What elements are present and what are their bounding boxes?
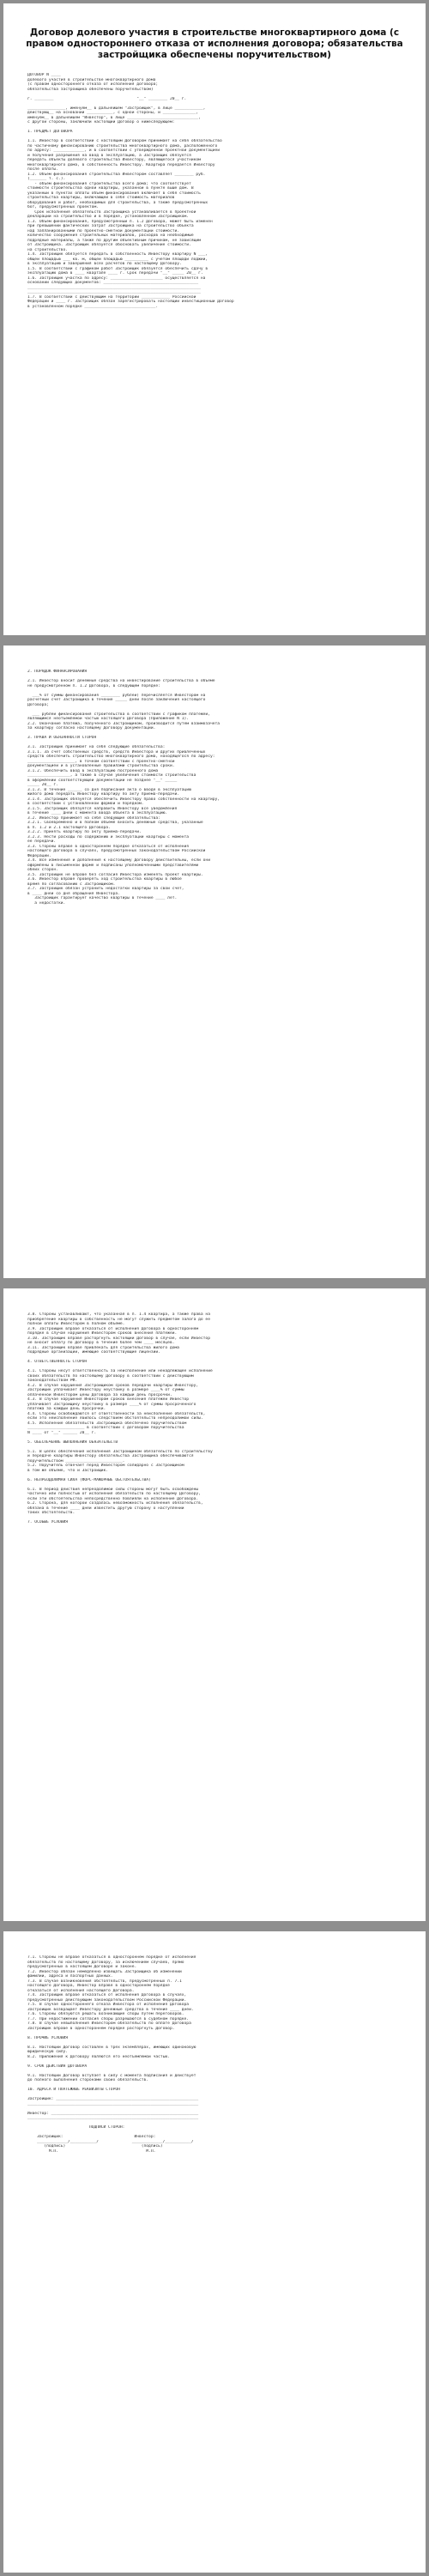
text-line: 6.1. В период действия непреодолимой силы стороны могут быть освобождены <box>27 1487 199 1492</box>
text-line: документацией и в установленные правилами строительства сроки. <box>27 764 175 768</box>
text-line: ___ рублей финансирования строительства в соответствии с графиком платежей, <box>27 712 210 717</box>
text-line: _________________________________________________________________________ <box>27 285 201 290</box>
text-line: по частичному финансированию строительства многоквартирного дома, расположенного <box>27 143 218 148</box>
text-line: оформлены в письменной форме и подписаны уполномоченными представителями <box>27 863 199 868</box>
text-line: ___% от суммы финансирования ________ рублей) перечисляется Инвестором на <box>27 693 206 698</box>
text-line: ________________________________________________________________________ <box>27 2101 199 2106</box>
text-line: при превышении фактических затрат Застройщика на строительство объекта <box>27 224 194 228</box>
text-line: 8. ПРОЧИЕ УСЛОВИЯ <box>27 2035 69 2040</box>
text-line: 3.1.4. Застройщик обязуется обеспечить Инвестору право собственности на квартиру, <box>27 797 221 802</box>
text-line: 3.2.2. Принять квартиру по акту приема-передачи. <box>27 830 142 834</box>
text-line: ДОГОВОР N ____ <box>27 73 61 77</box>
page-body <box>3 646 426 906</box>
text-line: 3.1.1. За счет собственных средств, средств Инвестора и других привлеченных <box>27 749 206 755</box>
text-line: поручительством ________________________. <box>27 1458 125 1464</box>
text-line: оплаченной Инвестором цены Договора за каждый день просрочки. <box>27 1392 172 1397</box>
text-line: за квартиру согласно настоящему Договору документации. <box>27 726 156 730</box>
text-line: 7. ОСОБЫЕ УСЛОВИЯ <box>27 1520 69 1524</box>
text-line: настоящего Договора в случаях, предусмотренных законодательством Российской <box>27 849 206 853</box>
text-line: если это неисполнение явилось следствием обстоятельств непреодолимой силы. <box>27 1416 203 1421</box>
text-line: жилого дома передать Инвестору квартиру по акту приема-передачи. <box>27 792 180 797</box>
text-line: расчетный счет Застройщика в течение _____ дней после заключения настоящего <box>27 698 206 702</box>
text-line: долевого участия в строительстве многоквартирного дома <box>27 77 156 82</box>
text-line: настоящего Договора, Инвестор вправе в одностороннем порядке <box>27 1984 170 1988</box>
text-line: передать объекты долевого строительства Инвестору, являющегося участником <box>27 158 201 162</box>
text-line: 3.1.5. Застройщик обязуется направить Инвестору все уведомления <box>27 806 178 811</box>
text-line: 6. НЕПРЕОДОЛИМАЯ СИЛА (ФОРС-МАЖОРНЫЕ ОБСТОЯТЕЛЬСТВА) <box>27 1477 151 1482</box>
text-line: общей площадью ___ кв. м, общей площадью __________ с учетом площади лоджий, <box>27 257 208 262</box>
text-line: не предусмотренном п. 1.2 Договора, в следующем порядке: <box>27 683 160 688</box>
text-line: 7.2. Инвестор обязан немедленно извещать Застройщика об изменении <box>27 1969 182 1974</box>
text-line: 3.2.3. Нести расходы по содержанию и эксплуатации квартиры с момента <box>27 834 190 839</box>
text-line: и передаче квартиры Инвестору обязательства Застройщика обеспечиваются <box>27 1454 194 1458</box>
page-body <box>3 1288 426 1525</box>
text-line: (подпись) (подпись) <box>27 2144 163 2149</box>
text-line: 1.7. В соответствии с действующим на территории ____________ Российской <box>27 294 196 300</box>
text-line: 5. ОБЕСПЕЧЕНИЕ ВЫПОЛНЕНИЯ ОБЯЗАТЕЛЬСТВ <box>27 1440 118 1445</box>
text-line: ПОДПИСИ СТОРОН: <box>27 2125 125 2130</box>
text-line: 3.6. Инвестор вправе проверять ход строительства квартиры в любое <box>27 877 182 882</box>
text-line: являющимся неотъемлемой частью настоящего Договора (Приложение N 1). <box>27 717 190 721</box>
text-line: 1.5. В соответствии с графиком работ Застройщик обязуется обеспечить сдачу в <box>27 266 208 271</box>
text-line: предусмотренных в настоящем Договоре и законе. <box>27 1965 137 1969</box>
text-line: Федерации. <box>27 853 51 858</box>
page-body <box>3 1931 426 2154</box>
text-line: обеих сторон. <box>27 868 58 872</box>
text-line: 1.1. Инвестор в соответствии с настоящим Договором принимает на себя обязательство <box>27 139 222 143</box>
text-line: М.П. М.П. <box>27 2149 156 2154</box>
text-line: 3.9. Застройщик вправе отказаться от исполнения Договора в одностороннем <box>27 1326 199 1331</box>
text-line: основании следующих документов: ________________________________________ <box>27 281 199 285</box>
text-line: после оплаты. <box>27 167 58 172</box>
text-line: 3.3. Стороны вправе в одностороннем порядке отказаться от исполнения <box>27 844 190 849</box>
text-line: 7.6. Стороны обязуются решать возникающие споры путем переговоров. <box>27 2012 184 2016</box>
text-line: а недостатки. <box>27 900 66 906</box>
text-line: многоквартирного дома, в собственность Инвестору. Квартира передается Инвестору <box>27 162 215 167</box>
text-line: Застройщик гарантирует качество квартиры в течение ____ лет. <box>27 896 178 900</box>
text-line: не вносит оплату по Договору в течение более чем ____ месяцев. <box>27 1341 175 1345</box>
text-line: законодательством РФ. <box>27 1379 78 1383</box>
text-line: 3.1. Застройщик принимает на себя следующие обязательства: <box>27 745 166 749</box>
text-line: предусмотренных действующим законодательством Российской Федерации. <box>27 1997 187 2003</box>
text-line: от Застройщика. Застройщик обязуется обосновать увеличение стоимости. <box>27 243 191 247</box>
text-line: Договора; <box>27 702 49 707</box>
text-line: на строительство. <box>27 247 69 252</box>
text-line: _____________/___________/ _____________/___________/ <box>27 2139 194 2144</box>
text-line: 8.2. Приложения к Договору являются его неотъемлемой частью. <box>27 2054 170 2059</box>
text-line: 7.5. В случае одностороннего отказа Инвестора от исполнения Договора <box>27 2003 190 2007</box>
text-line: 4.4. Стороны освобождаются от ответственности за неисполнение обязательств, <box>27 1411 206 1416</box>
document-page-2 <box>3 646 426 1278</box>
document-title: Договор долевого участия в строительстве многоквартирного дома (с правом одностороннего отказа от исполнения договора; обязательства застройщика обеспечены поручительством) <box>26 27 403 60</box>
text-line: частично или полностью от исполнения обязательств по настоящему Договору, <box>27 1492 201 1496</box>
text-line: средств обеспечить строительство многоквартирного дома, находящегося по адресу: <box>27 755 215 759</box>
document-page-4 <box>3 1931 426 2573</box>
text-line: 4.5. Исполнение обязательств Застройщика обеспечено поручительством <box>27 1421 187 1426</box>
text-line: N ____ от "__" ______ 20__ г. <box>27 1430 97 1435</box>
text-line: 5.2. Поручитель отвечает перед Инвестором солидарно с Застройщиком <box>27 1464 184 1468</box>
text-line: 3.10. Застройщик вправе расторгнуть настоящий Договор в случае, если Инвестор <box>27 1336 210 1341</box>
text-line: 2.2. Окончание платежа, полученного Застройщиком, производится путем взаимозачета <box>27 721 221 726</box>
text-line: 2. ПОРЯДОК ФИНАНСИРОВАНИЯ <box>27 670 88 674</box>
text-line: - объем финансирования строительства всего дома; что соответствует <box>27 181 191 186</box>
text-line: в эксплуатацию и завершения всех расчетов по настоящему Договору. <box>27 262 182 266</box>
text-line: в п. 1.2 и 2.1 настоящего Договора. <box>27 825 111 830</box>
text-line: 7.8. В случае невыполнения Инвестором обязательств по оплате Договора <box>27 2021 191 2026</box>
text-line: Федерации и ____ г. Застройщик обязан зарегистрировать настоящий инвестиционный Договор <box>27 300 234 304</box>
text-line: 3. ПРАВА И ОБЯЗАННОСТИ СТОРОН <box>27 736 97 740</box>
text-line: 1.4. Застройщик обязуется передать в собственность Инвестору квартиру N ___, <box>27 252 208 257</box>
text-line: ________________, именуем__ в дальнейшем "Застройщик", в лице ____________, <box>27 106 206 111</box>
text-line: _____ 20__ г. <box>27 783 58 787</box>
text-line: до полного выполнения сторонами своих обязательств. <box>27 2078 149 2082</box>
text-line: 3.11. Застройщик вправе привлекать для строительства жилого дома <box>27 1345 180 1350</box>
text-line: декларации на строительство и в порядке, установленном Застройщиком. <box>27 215 190 219</box>
text-line: 10. АДРЕСА И ПЛАТЕЖНЫЕ РЕКВИЗИТЫ СТОРОН <box>27 2088 120 2092</box>
text-line: строительства квартиры, включающей в себя стоимость материалов <box>27 196 175 200</box>
text-line: таких обстоятельств. <box>27 1511 76 1515</box>
text-line: 6.2. Сторона, для которой создалась невозможность исполнения обязательств, <box>27 1501 203 1506</box>
text-line: платежа за каждый день просрочки. <box>27 1407 106 1411</box>
text-line: 3.8. Стороны устанавливают, что указанная в п. 1.4 квартира, а также права на <box>27 1312 210 1317</box>
text-line: 3.1.2. Обеспечить ввод в эксплуатацию построенного дома <box>27 768 159 773</box>
text-line: 3.5. Застройщик не вправе без согласия Инвестора изменять проект квартиры. <box>27 872 203 877</box>
text-line: своих обязательств по настоящему Договору в соответствии с действующим <box>27 1373 194 1379</box>
text-line: бот, предусмотренных проектом. <box>27 205 99 209</box>
text-line: 3.2.1. Своевременно и в полном объеме вносить денежные средства, указанные <box>27 821 203 825</box>
text-line: приобретение квартиры в собственность не могут служить предметом залога до ее <box>27 1317 210 1322</box>
text-line: 3.1.3. В течение ______ со дня подписания акта о вводе в эксплуатацию <box>27 787 191 792</box>
text-line: 9. СРОК ДЕЙСТВИЯ ДОГОВОРА <box>27 2064 88 2069</box>
text-line: с другой стороны, заключили настоящий Договор о нижеследующем: <box>27 120 175 124</box>
text-line: время по согласованию с Застройщиком. <box>27 882 116 887</box>
text-line: полной оплаты Инвестором в полном объеме. <box>27 1322 125 1326</box>
text-line: по адресу: _____________, и в соответствии с утвержденной проектной документацией <box>27 148 221 153</box>
text-line: 3.2. Инвестор принимает на себя следующие обязательства: <box>27 815 160 821</box>
text-line: _________________________________________________________________________ <box>27 290 201 294</box>
text-line: 8.1. Настоящий Договор составлен в трех экземплярах, имеющих одинаковую <box>27 2045 196 2050</box>
text-line: и получения разрешения на ввод в эксплуатацию, а Застройщик обязуется <box>27 153 191 158</box>
document-page-1 <box>3 3 426 635</box>
text-line: 7.7. При недостижении согласия споры разрешаются в судебном порядке. <box>27 2016 190 2021</box>
text-line: 7.3. В случае возникновения обстоятельств, предусмотренных п. 7.1 <box>27 1979 182 1984</box>
text-line: обязательств по настоящему Договору, за исключением случаев, прямо <box>27 1960 184 1965</box>
text-line: 1.6. Застройщик участка по адресу: ______________________ осуществляется на <box>27 276 206 281</box>
text-line: в том же объеме, что и Застройщик. <box>27 1468 109 1473</box>
text-line: __________________, а также в случае увеличения стоимости строительства <box>27 773 196 778</box>
text-line: ________________________ в соответствии с договором поручительства <box>27 1426 184 1430</box>
text-line: ________________________________________________________________________ <box>27 2116 199 2120</box>
text-line: оборудования и работ, необходимых для строительства, а также предусмотренных <box>27 200 208 205</box>
text-line: 1. ПРЕДМЕТ ДОГОВОРА <box>27 130 73 134</box>
text-line: эксплуатацию дома в ____ квартале ____ г. Срок передачи "__" _____ 20__ г. <box>27 271 203 276</box>
text-line: уплачивает Застройщику неустойку в размере ____% от суммы просроченного <box>27 1402 196 1407</box>
text-line: в оформлении соответствующей документации не позднее "__" _____ <box>27 778 178 783</box>
text-line: фамилии, адреса и паспортных данных. <box>27 1974 113 1979</box>
text-line: именуем__ в дальнейшем "Инвестор", в лице ______________________________, <box>27 115 201 120</box>
text-line: Застройщик возвращает Инвестору денежные средства в течение ____ дней. <box>27 2007 194 2012</box>
text-line: отказаться от исполнения настоящего Договора. <box>27 1988 135 1993</box>
text-line: 4.2. В случае нарушения Застройщиком сроков передачи квартиры Инвестору, <box>27 1383 199 1388</box>
text-line: обязана в течение ____ дней известить другую сторону о наступлении <box>27 1506 184 1511</box>
text-line: порядке в случае нарушения Инвестором сроков внесения платежей. <box>27 1331 178 1336</box>
text-line: в течение ____ дней с момента ввода объекта в эксплуатацию. <box>27 811 168 815</box>
text-line: 2.1. Инвестор вносит денежные средства на инвестирование строительства в объеме <box>27 679 215 683</box>
text-line: в ____ дней со дня обращения Инвестора. <box>27 891 120 896</box>
text-line: в соответствии с установленной формой и порядком. <box>27 802 144 806</box>
text-line: ____________________, в точном соответствии с проектно-сметной <box>27 759 175 764</box>
text-line: обязательства застройщика обеспечены поручительством) <box>27 87 154 92</box>
text-line: Застройщик вправе в одностороннем порядке расторгнуть Договор. <box>27 2026 175 2031</box>
document-page-3 <box>3 1288 426 1921</box>
text-line: действующ__ на основании ___________, с одной стороны, и ______________, <box>27 111 199 115</box>
text-line: 9.1. Настоящий Договор вступает в силу с момента подписания и действует <box>27 2073 196 2078</box>
text-line: подрядные организации, имеющие соответствующие лицензии. <box>27 1350 160 1355</box>
text-line: 3.4. Все изменения и дополнения к настоящему Договору действительны, если они <box>27 858 210 863</box>
text-line: количество сооружения строительных материалов, расходов на необходимые <box>27 233 194 238</box>
text-line: юридическую силу. <box>27 2050 69 2054</box>
text-line: если эти обстоятельства непосредственно повлияли на исполнение Договора. <box>27 1496 199 1501</box>
text-line: Застройщик уплачивает Инвестору неустойку в размере ____% от суммы <box>27 1388 184 1392</box>
text-line: 5.1. В целях обеспечения исполнения Застройщиком обязательств по строительству <box>27 1449 213 1454</box>
text-line: подрядные материалы, а также по другим объективным причинам, не зависящим <box>27 238 201 243</box>
text-line: 4.3. В случае нарушения Инвестором сроков внесения платежей Инвестор <box>27 1397 190 1402</box>
text-line: 1.3. Объем финансирования, предусмотренный п. 1.2 Договора, может быть изменен <box>27 219 213 224</box>
text-line: 3.7. Застройщик обязан устранить недостатки квартиры за свой счет, <box>27 887 184 891</box>
text-line: в установленном порядке ______________________________. <box>27 304 159 309</box>
text-line: над запланированными по проектно-сметной документации стоимости. <box>27 228 180 233</box>
text-line: ее передачи. <box>27 839 57 844</box>
text-line: 7.4. Застройщик вправе отказаться от исполнения Договора в случаях, <box>27 1993 187 1997</box>
text-line: Срок исполнения обязательств Застройщика устанавливается в проектной <box>27 209 196 215</box>
text-line: 4.1. Стороны несут ответственность за неисполнение или ненадлежащее исполнение <box>27 1369 213 1373</box>
text-line: стоимости строительства одной квартиры, указанной в пункте выше дом. В <box>27 186 194 191</box>
text-line: г. ________ "__" ________ 20__ г. <box>27 96 187 101</box>
text-line: Инвестор: ______________________________________________________________ <box>27 2111 199 2116</box>
text-line: указанный в пунктах оплаты объем финансирования включает в себя стоимость <box>27 191 201 196</box>
text-line: Застройщик: ____________________________________________________________ <box>27 2097 199 2101</box>
text-line: (_______ т. с.). <box>27 177 66 181</box>
text-line: Застройщик: Инвестор: <box>27 2135 156 2139</box>
text-line: 4. ОТВЕТСТВЕННОСТЬ СТОРОН <box>27 1360 88 1364</box>
text-line: (с правом одностороннего отказа от исполнения договора; <box>27 82 159 87</box>
text-line: 7.1. Стороны не вправе отказаться в одностороннем порядке от исполнения <box>27 1955 196 1960</box>
page-body <box>3 73 426 309</box>
text-line: 1.2. Объем финансирования строительства Инвестором составляет ________ руб. <box>27 172 206 177</box>
